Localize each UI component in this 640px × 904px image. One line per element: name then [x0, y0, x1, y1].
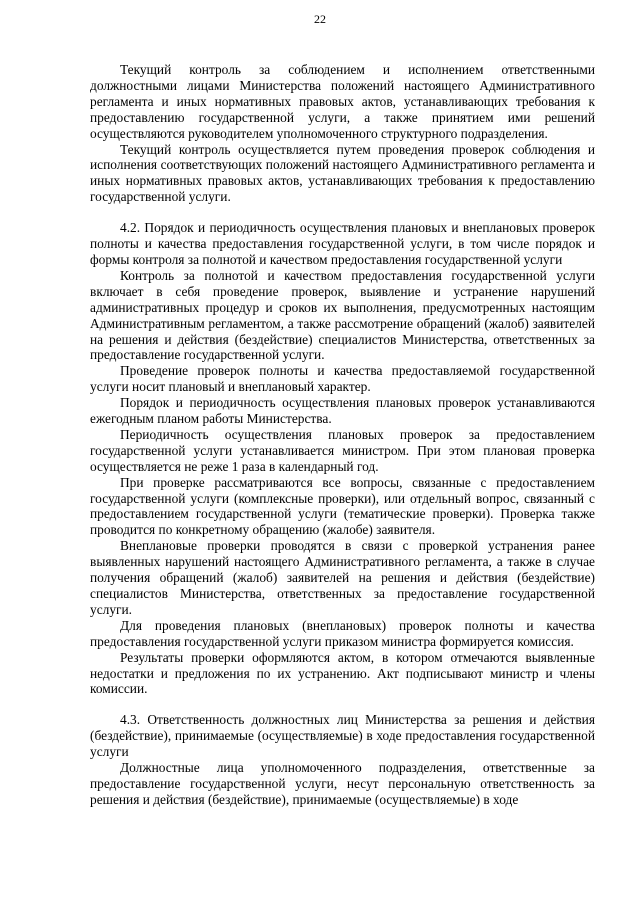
paragraph: Контроль за полнотой и качеством предоставления государственной услуги включает в себя проведение проверок, выявление и устранение нарушений административных процедур и сроков их выполнения, предусмотренных настоящим Административным регламентом, а также рассмотрение обращений (жалоб) заявителей на решения и действия (бездействие) специалистов Министерства, ответственных за предоставление государственной услуги. [90, 267, 595, 363]
section-heading-4-3: 4.3. Ответственность должностных лиц Министерства за решения и действия (бездействие), принимаемые (осуществляемые) в ходе предоставления государственной услуги [90, 712, 595, 760]
section-heading-4-2: 4.2. Порядок и периодичность осуществления плановых и внеплановых проверок полноты и качества предоставления государственной услуги, в том числе порядок и формы контроля за полнотой и качеством предоставления государственной услуги [90, 220, 595, 267]
document-body [90, 62, 595, 808]
paragraph: Внеплановые проверки проводятся в связи с проверкой устранения ранее выявленных нарушений настоящего Административного регламента, а также в случае получения обращений (жалоб) заявителей на решения и действия (бездействие) специалистов Министерства, ответственных за предоставление государственной услуги. [90, 538, 595, 617]
section-gap [90, 697, 595, 712]
paragraph: Должностные лица уполномоченного подразделения, ответственные за предоставление государственной услуги, несут персональную ответственность за решения и действия (бездействие), принимаемые (осуществляемые) в ходе [90, 760, 595, 807]
paragraph: При проверке рассматриваются все вопросы, связанные с предоставлением государственной услуги (комплексные проверки), или отдельный вопрос, связанный с предоставлением государственной услуги (тематические проверки). Проверка также проводится по конкретному обращению (жалобе) заявителя. [90, 474, 595, 538]
paragraph: Порядок и периодичность осуществления плановых проверок устанавливаются ежегодным планом работы Министерства. [90, 395, 595, 427]
paragraph: Периодичность осуществления плановых проверок за предоставлением государственной услуги устанавливается министром. При этом плановая проверка осуществляется не реже 1 раза в календарный год. [90, 426, 595, 474]
section-gap [90, 205, 595, 220]
paragraph: Для проведения плановых (внеплановых) проверок полноты и качества предоставления государственной услуги приказом министра формируется комиссия. [90, 617, 595, 649]
paragraph: Результаты проверки оформляются актом, в котором отмечаются выявленные недостатки и предложения по их устранению. Акт подписывают министр и члены комиссии. [90, 649, 595, 697]
page-number: 22 [314, 12, 326, 26]
paragraph: Проведение проверок полноты и качества предоставляемой государственной услуги носит плановый и внеплановый характер. [90, 363, 595, 395]
paragraph: Текущий контроль осуществляется путем проведения проверок соблюдения и исполнения соответствующих положений настоящего Административного регламента и иных нормативных правовых актов, устанавливающих требования к предоставлению государственной услуги. [90, 141, 595, 205]
paragraph: Текущий контроль за соблюдением и исполнением ответственными должностными лицами Министерства положений настоящего Административного регламента и иных нормативных правовых актов, устанавливающих требования к предоставлению государственной услуги, а также принятием ими решений осуществляются руководителем уполномоченного структурного подразделения. [90, 62, 595, 141]
